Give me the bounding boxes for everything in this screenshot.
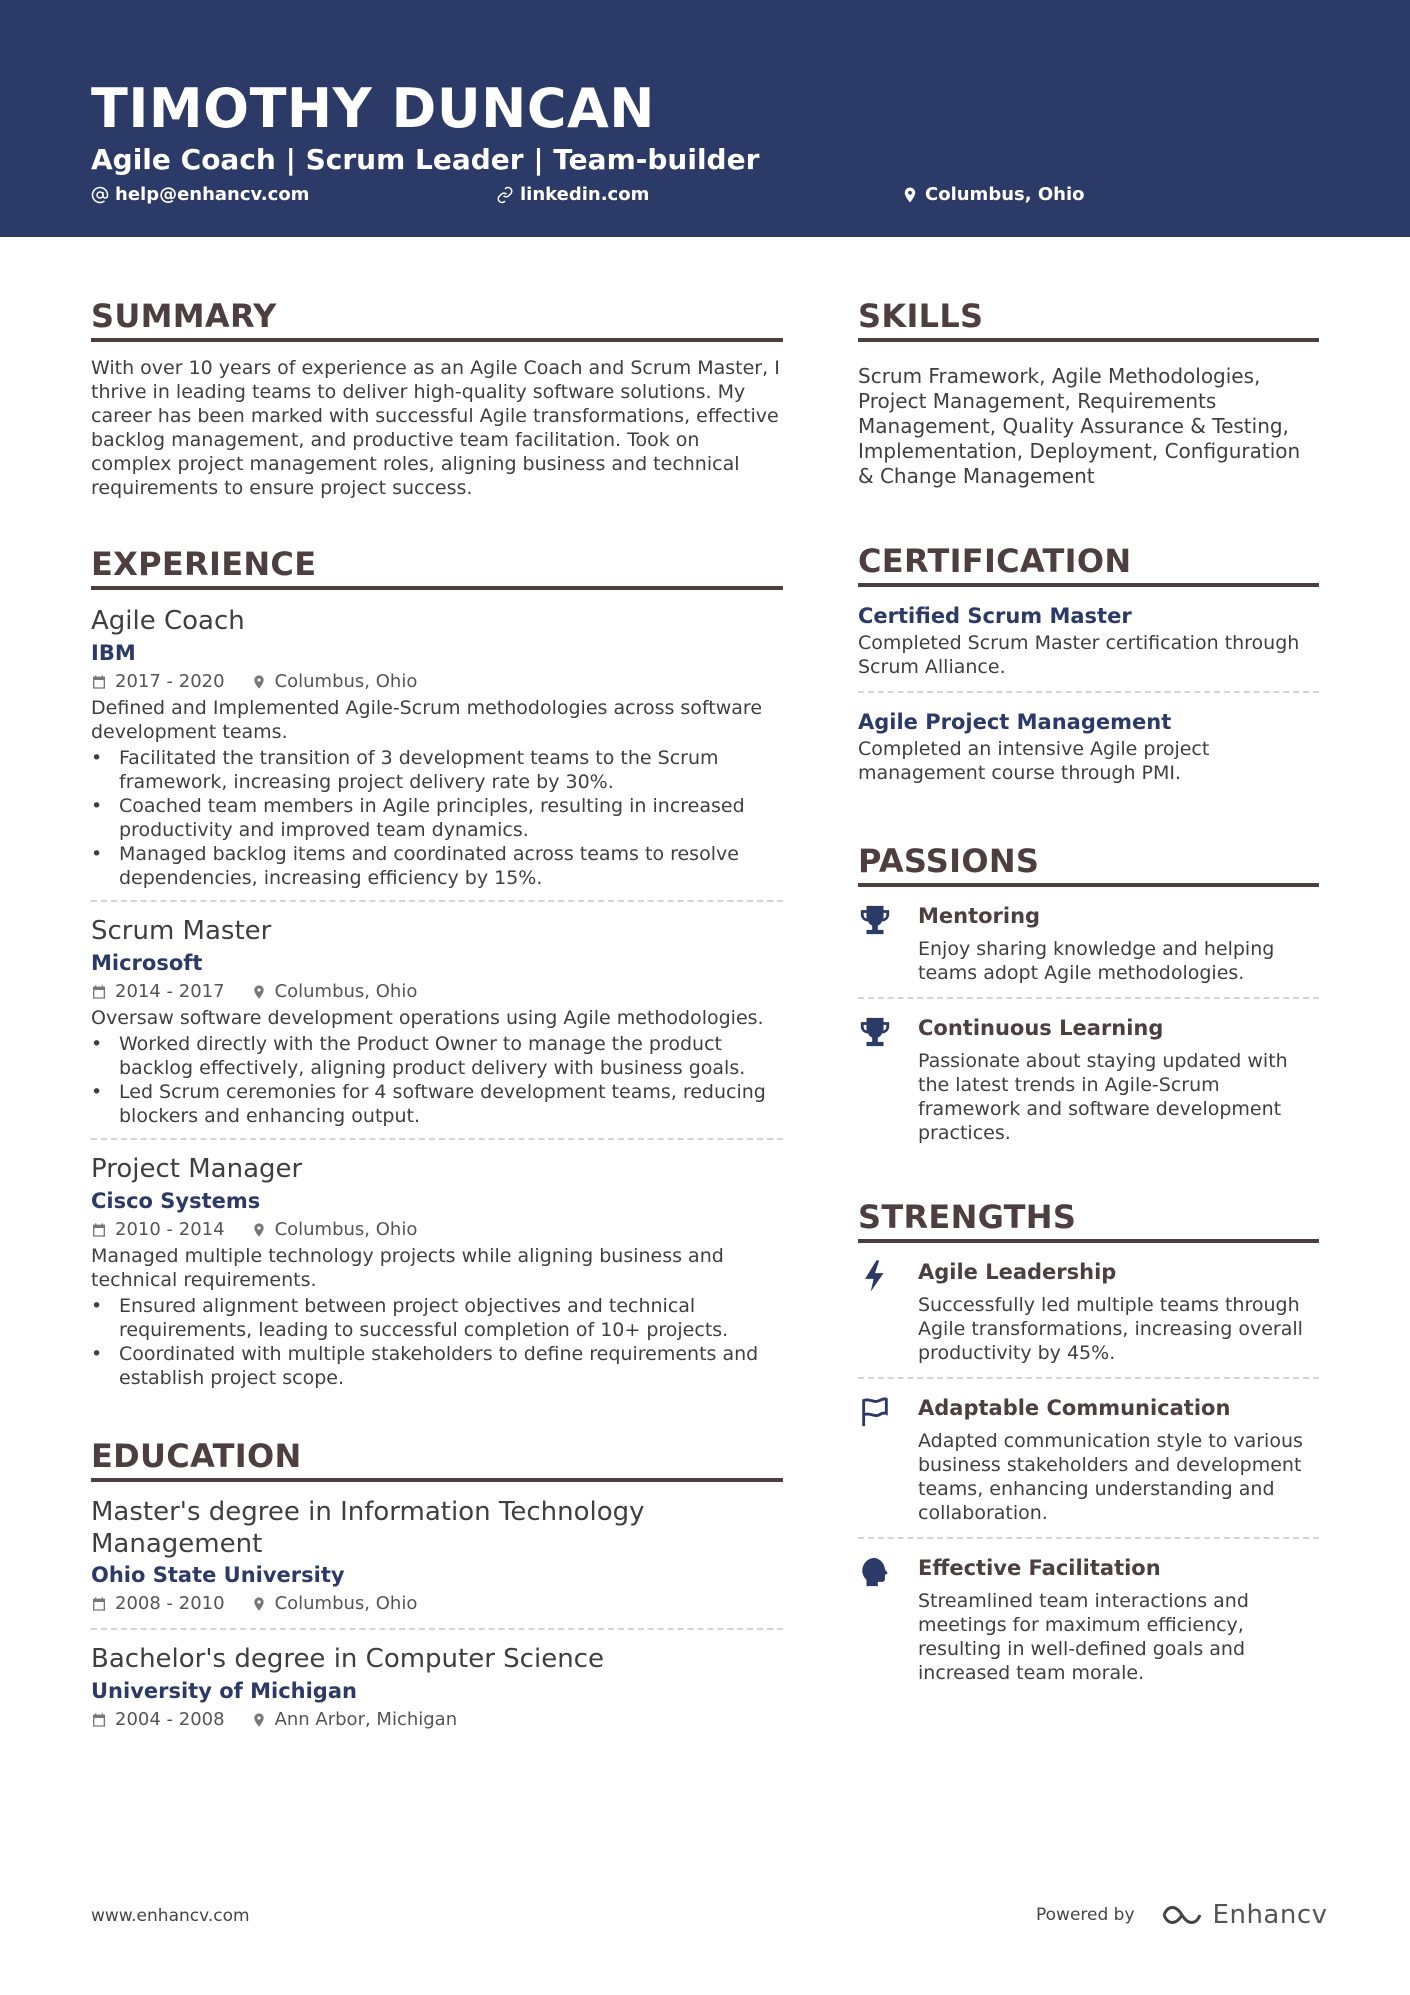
location-pin-icon xyxy=(251,674,267,690)
lightning-bolt-icon xyxy=(858,1259,892,1293)
location-pin-icon xyxy=(901,186,919,204)
strength-entry xyxy=(858,1393,1319,1539)
education-meta xyxy=(91,1590,783,1618)
experience-meta xyxy=(91,978,783,1006)
calendar-icon xyxy=(91,1596,107,1612)
experience-entry xyxy=(91,914,783,1140)
skills-text: Scrum Framework, Agile Methodologies, Project Management, Requirements Management, Quality Assurance & Testing, Implementation, Deployment, Configuration & Change Management xyxy=(858,364,1301,488)
education-entry xyxy=(91,1496,783,1630)
calendar-icon xyxy=(91,1712,107,1728)
education-degree: Master's degree in Information Technology Management xyxy=(91,1497,645,1559)
contact-linkedin-text: linkedin.com xyxy=(520,184,650,205)
experience-company: Microsoft xyxy=(91,951,203,975)
skills-section xyxy=(858,296,1319,489)
calendar-icon xyxy=(91,1222,107,1238)
experience-section xyxy=(91,544,783,1400)
experience-bullet: • Facilitated the transition of 3 development teams to the Scrum framework, increasing project delivery rate by 30%. xyxy=(91,746,783,794)
education-meta xyxy=(91,1706,783,1734)
experience-description: Defined and Implemented Agile-Scrum methodologies across software development teams. xyxy=(91,697,763,743)
powered-by-label: Powered by xyxy=(1036,1905,1135,1925)
location-pin-icon xyxy=(251,984,267,1000)
head-brain-icon xyxy=(858,1555,892,1589)
experience-entry xyxy=(91,604,783,902)
contact-linkedin[interactable] xyxy=(496,182,649,208)
contact-location xyxy=(901,182,1085,208)
certification-entry xyxy=(858,707,1319,797)
strength-entry xyxy=(858,1553,1319,1697)
left-column xyxy=(91,296,783,1756)
experience-bullet: • Worked directly with the Product Owner to manage the product backlog effectively, aligning product delivery with business goals. xyxy=(91,1032,783,1080)
strength-entry xyxy=(858,1257,1319,1379)
calendar-icon xyxy=(91,674,107,690)
certification-text: Completed an intensive Agile project management course through PMI. xyxy=(858,738,1210,784)
trophy-icon xyxy=(858,1015,892,1049)
experience-meta xyxy=(91,1216,783,1244)
contact-location-text: Columbus, Ohio xyxy=(925,184,1085,205)
education-heading: EDUCATION xyxy=(91,1436,783,1482)
location-pin-icon xyxy=(251,1712,267,1728)
strength-title: Agile Leadership xyxy=(918,1260,1117,1284)
experience-bullet: • Coordinated with multiple stakeholders to define requirements and establish project scope. xyxy=(91,1342,783,1390)
certification-title: Certified Scrum Master xyxy=(858,604,1132,628)
passion-title: Continuous Learning xyxy=(918,1016,1164,1040)
experience-location: Columbus, Ohio xyxy=(274,1219,418,1240)
enhancv-brand: Enhancv xyxy=(1212,1900,1328,1930)
experience-role: Scrum Master xyxy=(91,916,272,946)
strength-text: Successfully led multiple teams through Agile transformations, increasing overall productivity by 45%. xyxy=(918,1294,1303,1364)
flag-icon xyxy=(858,1395,892,1429)
education-school: University of Michigan xyxy=(91,1679,357,1703)
calendar-icon xyxy=(91,984,107,1000)
passion-text: Enjoy sharing knowledge and helping teams adopt Agile methodologies. xyxy=(918,938,1275,984)
strengths-heading: STRENGTHS xyxy=(858,1197,1319,1243)
passions-heading: PASSIONS xyxy=(858,841,1319,887)
experience-description: Oversaw software development operations using Agile methodologies. xyxy=(91,1007,764,1029)
education-section xyxy=(91,1436,783,1744)
passion-entry xyxy=(858,901,1319,999)
footer-branding xyxy=(1036,1900,1328,1930)
education-entry xyxy=(91,1642,783,1744)
contact-email[interactable] xyxy=(91,182,309,208)
strength-text: Adapted communication style to various business stakeholders and development teams, enhancing understanding and collaboration. xyxy=(918,1430,1303,1524)
certification-text: Completed Scrum Master certification through Scrum Alliance. xyxy=(858,632,1300,678)
strength-title: Effective Facilitation xyxy=(918,1556,1161,1580)
experience-bullets xyxy=(91,1032,783,1128)
summary-section xyxy=(91,296,783,500)
experience-role: Agile Coach xyxy=(91,606,245,636)
passion-title: Mentoring xyxy=(918,904,1041,928)
experience-meta xyxy=(91,668,783,696)
skills-heading: SKILLS xyxy=(858,296,1319,342)
location-pin-icon xyxy=(251,1222,267,1238)
candidate-name: TIMOTHY DUNCAN xyxy=(91,77,655,140)
certification-entry xyxy=(858,601,1319,693)
right-column xyxy=(858,296,1319,1711)
education-dates: 2008 - 2010 xyxy=(115,1593,225,1614)
link-icon xyxy=(496,186,514,204)
education-location: Columbus, Ohio xyxy=(274,1593,418,1614)
experience-dates: 2017 - 2020 xyxy=(115,671,225,692)
experience-company: IBM xyxy=(91,641,136,665)
at-icon xyxy=(91,186,109,204)
experience-dates: 2014 - 2017 xyxy=(115,981,225,1002)
summary-text: With over 10 years of experience as an Agile Coach and Scrum Master, I thrive in leading teams to deliver high-quality software solutions. My career has been marked with successful Agile transformations, effective backlog management, and productive team facilitation. Took on complex project management roles, aligning business and technical requirements to ensure project success. xyxy=(91,357,780,499)
education-location: Ann Arbor, Michigan xyxy=(274,1709,458,1730)
candidate-title: Agile Coach | Scrum Leader | Team-builder xyxy=(91,143,760,176)
certification-heading: CERTIFICATION xyxy=(858,541,1319,587)
experience-heading: EXPERIENCE xyxy=(91,544,783,590)
experience-bullet: • Managed backlog items and coordinated across teams to resolve dependencies, increasing efficiency by 15%. xyxy=(91,842,783,890)
enhancv-logo-icon xyxy=(1161,1902,1207,1928)
passion-text: Passionate about staying updated with the latest trends in Agile-Scrum framework and software development practices. xyxy=(918,1050,1288,1144)
experience-bullet: • Coached team members in Agile principles, resulting in increased productivity and improved team dynamics. xyxy=(91,794,783,842)
experience-location: Columbus, Ohio xyxy=(274,671,418,692)
passion-entry xyxy=(858,1013,1319,1157)
education-school: Ohio State University xyxy=(91,1563,345,1587)
experience-bullet: • Led Scrum ceremonies for 4 software development teams, reducing blockers and enhancing output. xyxy=(91,1080,783,1128)
experience-role: Project Manager xyxy=(91,1154,303,1184)
experience-dates: 2010 - 2014 xyxy=(115,1219,225,1240)
location-pin-icon xyxy=(251,1596,267,1612)
experience-location: Columbus, Ohio xyxy=(274,981,418,1002)
passions-section xyxy=(858,841,1319,1157)
strength-text: Streamlined team interactions and meetings for maximum efficiency, resulting in well-defined goals and increased team morale. xyxy=(918,1590,1249,1684)
footer-website[interactable]: www.enhancv.com xyxy=(91,1906,250,1926)
experience-bullet: • Ensured alignment between project objectives and technical requirements, leading to successful completion of 10+ projects. xyxy=(91,1294,783,1342)
header-banner xyxy=(0,0,1410,237)
contact-email-text: help@enhancv.com xyxy=(115,184,310,205)
education-degree: Bachelor's degree in Computer Science xyxy=(91,1644,604,1674)
experience-company: Cisco Systems xyxy=(91,1189,261,1213)
strength-title: Adaptable Communication xyxy=(918,1396,1231,1420)
summary-heading: SUMMARY xyxy=(91,296,783,342)
trophy-icon xyxy=(858,903,892,937)
certification-section xyxy=(858,541,1319,797)
experience-description: Managed multiple technology projects while aligning business and technical requirements. xyxy=(91,1245,724,1291)
experience-bullets xyxy=(91,1294,783,1390)
education-dates: 2004 - 2008 xyxy=(115,1709,225,1730)
certification-title: Agile Project Management xyxy=(858,710,1172,734)
strengths-section xyxy=(858,1197,1319,1697)
experience-entry xyxy=(91,1152,783,1400)
experience-bullets xyxy=(91,746,783,890)
